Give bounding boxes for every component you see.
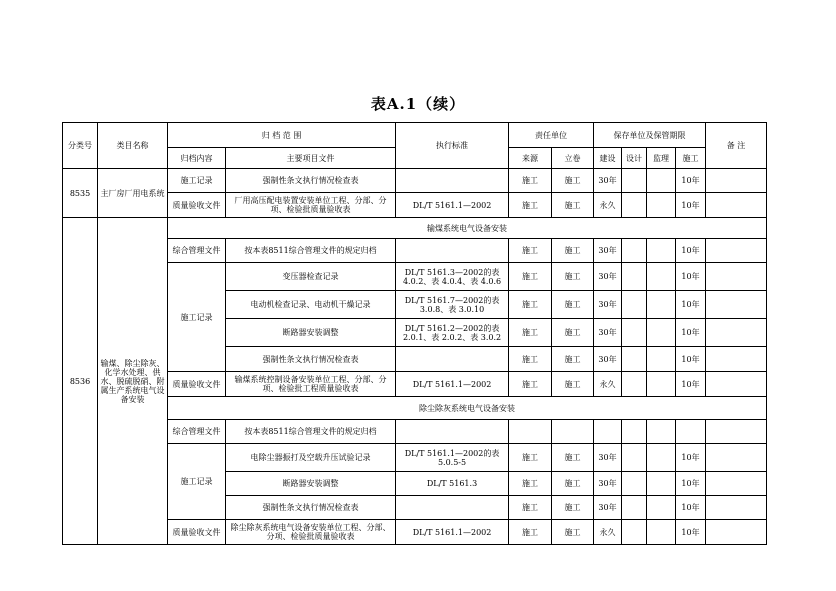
header-construction: 建设 — [594, 148, 622, 169]
header-row-1 — [63, 123, 767, 148]
design — [622, 420, 647, 444]
builder: 10年 — [676, 496, 706, 520]
construction: 永久 — [594, 193, 622, 218]
design — [622, 347, 647, 372]
archive-content: 质量验收文件 — [168, 520, 226, 545]
header-source: 来源 — [509, 148, 552, 169]
standard: DL/T 5161.1—2002 — [396, 193, 509, 218]
archive-table — [62, 122, 767, 545]
category-no: 8536 — [63, 218, 98, 545]
builder: 10年 — [676, 347, 706, 372]
source: 施工 — [509, 444, 552, 472]
construction: 永久 — [594, 372, 622, 397]
section-title: 除尘除灰系统电气设备安装 — [168, 397, 767, 420]
builder — [676, 420, 706, 444]
source — [509, 420, 552, 444]
design — [622, 472, 647, 496]
remarks — [706, 169, 767, 193]
design — [622, 520, 647, 545]
standard — [396, 169, 509, 193]
archive-content: 施工记录 — [168, 444, 226, 520]
source: 施工 — [509, 193, 552, 218]
table-row — [63, 193, 767, 218]
table-row — [63, 239, 767, 263]
builder: 10年 — [676, 263, 706, 291]
archive-content: 综合管理文件 — [168, 239, 226, 263]
builder: 10年 — [676, 472, 706, 496]
builder: 10年 — [676, 372, 706, 397]
header-archive-scope: 归 档 范 围 — [168, 123, 396, 148]
remarks — [706, 472, 767, 496]
table-row — [63, 169, 767, 193]
standard: DL/T 5161.7—2002的表 3.0.8、表 3.0.10 — [396, 291, 509, 319]
remarks — [706, 420, 767, 444]
source: 施工 — [509, 239, 552, 263]
design — [622, 496, 647, 520]
section-row — [63, 397, 767, 420]
header-design: 设计 — [622, 148, 647, 169]
header-builder: 施工 — [676, 148, 706, 169]
source: 施工 — [509, 372, 552, 397]
main-file: 强制性条文执行情况检查表 — [226, 496, 396, 520]
construction: 30年 — [594, 319, 622, 347]
supervision — [647, 444, 676, 472]
main-file: 除尘除灰系统电气设备安装单位工程、分部、分项、检验批质量验收表 — [226, 520, 396, 545]
construction: 30年 — [594, 347, 622, 372]
header-category-name: 类目名称 — [98, 123, 168, 169]
archive-content: 质量验收文件 — [168, 193, 226, 218]
main-file: 变压器检查记录 — [226, 263, 396, 291]
source: 施工 — [509, 291, 552, 319]
standard — [396, 239, 509, 263]
supervision — [647, 347, 676, 372]
supervision — [647, 420, 676, 444]
filing: 施工 — [552, 520, 594, 545]
remarks — [706, 372, 767, 397]
construction: 30年 — [594, 444, 622, 472]
main-file: 输煤系统控制设备安装单位工程、分部、分项、检验批工程质量验收表 — [226, 372, 396, 397]
design — [622, 193, 647, 218]
remarks — [706, 444, 767, 472]
header-archive-content: 归档内容 — [168, 148, 226, 169]
main-file: 厂用高压配电装置安装单位工程、分部、分项、检验批质量验收表 — [226, 193, 396, 218]
supervision — [647, 372, 676, 397]
standard: DL/T 5161.2—2002的表 2.0.1、表 2.0.2、表 3.0.2 — [396, 319, 509, 347]
main-file: 强制性条文执行情况检查表 — [226, 169, 396, 193]
remarks — [706, 520, 767, 545]
remarks — [706, 193, 767, 218]
standard — [396, 496, 509, 520]
header-main-files: 主要项目文件 — [226, 148, 396, 169]
construction: 30年 — [594, 169, 622, 193]
main-file: 强制性条文执行情况检查表 — [226, 347, 396, 372]
table-row — [63, 263, 767, 291]
filing: 施工 — [552, 239, 594, 263]
main-file: 断路器安装调整 — [226, 472, 396, 496]
construction — [594, 420, 622, 444]
filing: 施工 — [552, 496, 594, 520]
archive-content: 施工记录 — [168, 263, 226, 372]
header-retention: 保存单位及保管期限 — [594, 123, 706, 148]
source: 施工 — [509, 496, 552, 520]
supervision — [647, 291, 676, 319]
builder: 10年 — [676, 291, 706, 319]
standard: DL/T 5161.1—2002 — [396, 520, 509, 545]
design — [622, 372, 647, 397]
header-responsible: 责任单位 — [509, 123, 594, 148]
filing: 施工 — [552, 263, 594, 291]
main-file: 电动机检查记录、电动机干燥记录 — [226, 291, 396, 319]
builder: 10年 — [676, 319, 706, 347]
archive-content: 质量验收文件 — [168, 372, 226, 397]
design — [622, 444, 647, 472]
supervision — [647, 520, 676, 545]
remarks — [706, 239, 767, 263]
construction: 30年 — [594, 472, 622, 496]
header-category-no: 分类号 — [63, 123, 98, 169]
remarks — [706, 496, 767, 520]
section-row — [63, 218, 767, 239]
section-title: 输煤系统电气设备安装 — [168, 218, 767, 239]
header-filing: 立卷 — [552, 148, 594, 169]
source: 施工 — [509, 319, 552, 347]
standard — [396, 420, 509, 444]
table-row — [63, 520, 767, 545]
table-row — [63, 420, 767, 444]
header-supervision: 监理 — [647, 148, 676, 169]
archive-content: 施工记录 — [168, 169, 226, 193]
main-file: 按本表8511综合管理文件的规定归档 — [226, 239, 396, 263]
design — [622, 291, 647, 319]
design — [622, 239, 647, 263]
builder: 10年 — [676, 444, 706, 472]
filing: 施工 — [552, 472, 594, 496]
construction: 30年 — [594, 496, 622, 520]
table-row — [63, 444, 767, 472]
builder: 10年 — [676, 520, 706, 545]
filing: 施工 — [552, 169, 594, 193]
remarks — [706, 291, 767, 319]
supervision — [647, 263, 676, 291]
category-name: 主厂房厂用电系统 — [98, 169, 168, 218]
builder: 10年 — [676, 169, 706, 193]
construction: 30年 — [594, 263, 622, 291]
filing — [552, 420, 594, 444]
source: 施工 — [509, 347, 552, 372]
supervision — [647, 319, 676, 347]
standard: DL/T 5161.3—2002的表 4.0.2、表 4.0.4、表 4.0.6 — [396, 263, 509, 291]
remarks — [706, 263, 767, 291]
source: 施工 — [509, 472, 552, 496]
source: 施工 — [509, 263, 552, 291]
builder: 10年 — [676, 193, 706, 218]
filing: 施工 — [552, 347, 594, 372]
supervision — [647, 193, 676, 218]
filing: 施工 — [552, 193, 594, 218]
header-remarks: 备 注 — [706, 123, 767, 169]
design — [622, 263, 647, 291]
archive-content: 综合管理文件 — [168, 420, 226, 444]
remarks — [706, 319, 767, 347]
supervision — [647, 239, 676, 263]
page-title: 表A.1（续） — [370, 95, 466, 113]
standard: DL/T 5161.3 — [396, 472, 509, 496]
construction: 30年 — [594, 291, 622, 319]
filing: 施工 — [552, 319, 594, 347]
standard: DL/T 5161.1—2002的表 5.0.5-5 — [396, 444, 509, 472]
category-no: 8535 — [63, 169, 98, 218]
source: 施工 — [509, 520, 552, 545]
design — [622, 319, 647, 347]
supervision — [647, 169, 676, 193]
design — [622, 169, 647, 193]
header-standard: 执行标准 — [396, 123, 509, 169]
main-file: 断路器安装调整 — [226, 319, 396, 347]
builder: 10年 — [676, 239, 706, 263]
standard — [396, 347, 509, 372]
table-row — [63, 372, 767, 397]
construction: 30年 — [594, 239, 622, 263]
main-file: 电除尘器振打及空载升压试验记录 — [226, 444, 396, 472]
category-name: 输煤、除尘除灰、化学水处理、供水、脱硫脱硝、附属生产系统电气设备安装 — [98, 218, 168, 545]
main-file: 按本表8511综合管理文件的规定归档 — [226, 420, 396, 444]
construction: 永久 — [594, 520, 622, 545]
filing: 施工 — [552, 372, 594, 397]
source: 施工 — [509, 169, 552, 193]
supervision — [647, 472, 676, 496]
standard: DL/T 5161.1—2002 — [396, 372, 509, 397]
filing: 施工 — [552, 291, 594, 319]
filing: 施工 — [552, 444, 594, 472]
remarks — [706, 347, 767, 372]
supervision — [647, 496, 676, 520]
